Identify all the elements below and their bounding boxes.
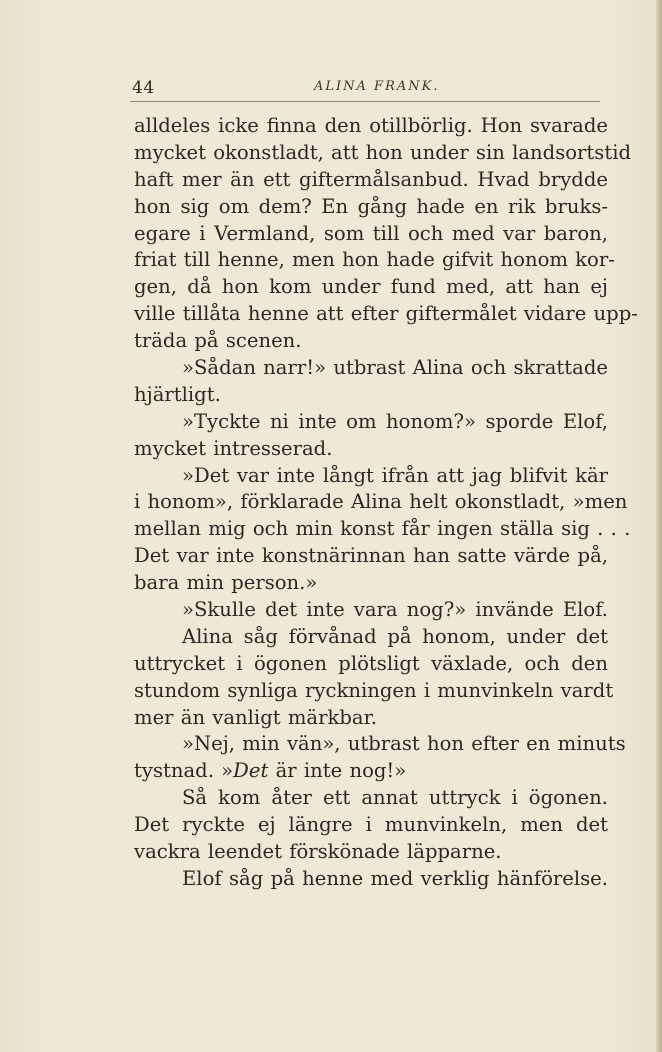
text-line: mycket okonstladt, att hon under sin landsortstid: [134, 140, 632, 164]
text-line: ville tillåta henne att efter giftermålet vidare upp-: [134, 302, 638, 326]
text-line: egare i Vermland, som till och med var baron,: [134, 221, 608, 245]
emphasized-word: Det: [233, 759, 269, 783]
running-title: ALINA FRANK.: [314, 79, 440, 94]
text-line: »Tyckte ni inte om honom?» sporde Elof,: [182, 409, 608, 433]
text-line: alldeles icke finna den otillbörlig. Hon svarade: [134, 114, 608, 137]
text-line: haft mer än ett giftermålsanbud. Hvad brydde: [134, 167, 608, 191]
text-line: friat till henne, men hon hade gifvit honom kor-: [134, 248, 615, 272]
text-line: mer än vanligt märkbar.: [134, 705, 378, 729]
text-line-with-emphasis: [134, 758, 608, 785]
page-number: 44: [132, 78, 155, 98]
text-line: bara min person.»: [134, 571, 318, 595]
text-line: Alina såg förvånad på honom, under det: [182, 624, 608, 648]
text-line: vackra leendet förskönade läpparne.: [134, 840, 502, 864]
text-line: hjärtligt.: [134, 382, 221, 406]
text-line: hon sig om dem? En gång hade en rik bruks-: [134, 194, 608, 218]
text-line: Det var inte konstnärinnan han satte värde på,: [134, 544, 608, 568]
body-text: [134, 113, 638, 893]
text-line: Elof såg på henne med verklig hänförelse.: [182, 866, 608, 890]
text-line: Så kom åter ett annat uttryck i ögonen.: [182, 786, 608, 810]
text-line: gen, då hon kom under fund med, att han ej: [134, 275, 608, 299]
text-line: »Sådan narr!» utbrast Alina och skrattade: [182, 356, 608, 380]
page-edge: [656, 0, 662, 1052]
text-line: Det ryckte ej längre i munvinkeln, men det: [134, 813, 608, 837]
text-line: mellan mig och min konst får ingen ställa sig . . .: [134, 517, 631, 541]
text-segment: är inte nog!»: [268, 759, 407, 783]
text-line: uttrycket i ögonen plötsligt växlade, och den: [134, 651, 608, 675]
page-header: [130, 78, 608, 100]
text-line: »Skulle det inte vara nog?» invände Elof.: [182, 598, 608, 622]
text-line: träda på scenen.: [134, 329, 302, 353]
header-rule: [130, 101, 600, 102]
text-segment: tystnad. »: [134, 759, 234, 783]
text-line: stundom synliga ryckningen i munvinkeln vardt: [134, 678, 614, 702]
text-line: »Nej, min vän», utbrast hon efter en minuts: [182, 732, 626, 756]
text-line: mycket intresserad.: [134, 436, 333, 460]
text-line: i honom», förklarade Alina helt okonstladt, »men: [134, 490, 628, 514]
text-line: »Det var inte långt ifrån att jag blifvit kär: [182, 463, 608, 487]
